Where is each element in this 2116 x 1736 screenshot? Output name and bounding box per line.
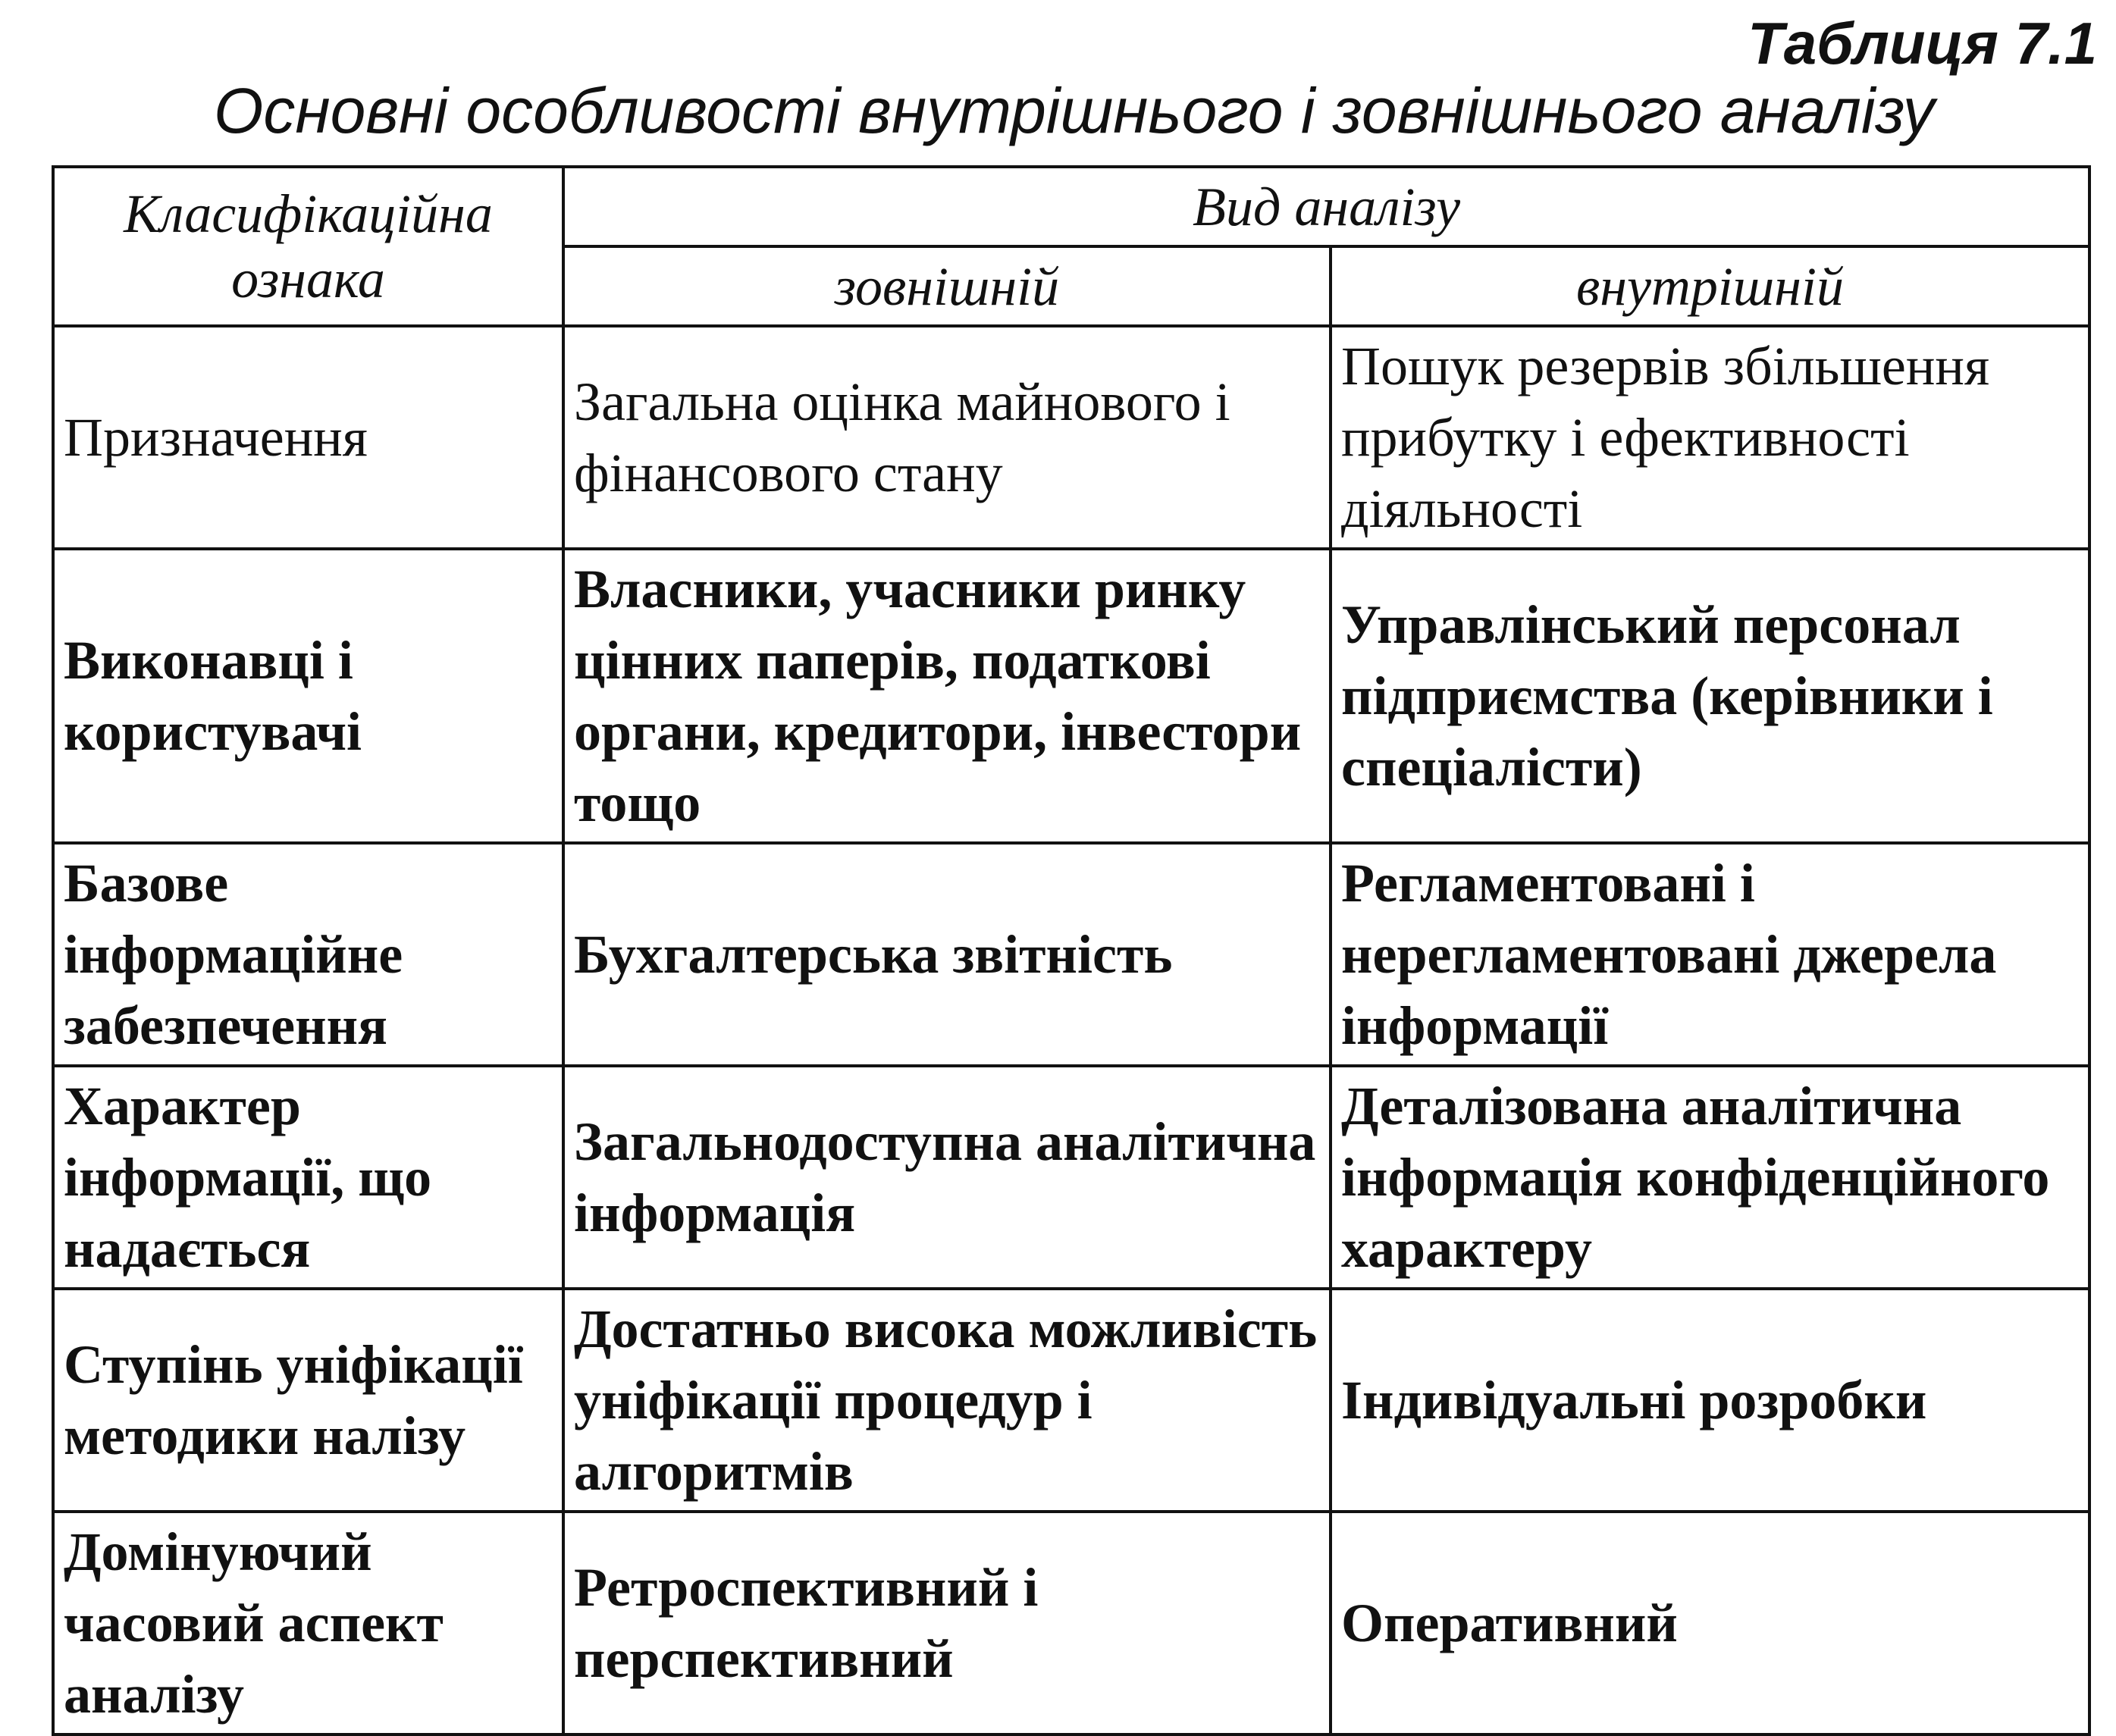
table-row — [53, 843, 2089, 1066]
internal-cell: Регламентовані і нерегламентовані джерела інформації — [1331, 843, 2089, 1066]
table-number: Таблиця 7.1 — [1748, 10, 2097, 77]
external-cell: Загальнодоступна аналітична інформація — [563, 1066, 1331, 1289]
internal-cell: Управлінський персонал підприємства (керівники і спеціалісти) — [1331, 549, 2089, 843]
feature-cell: Ступінь уніфікації методики налізу — [53, 1289, 563, 1512]
internal-cell: Індивідуальні розробки — [1331, 1289, 2089, 1512]
table-row — [53, 1066, 2089, 1289]
header-internal: внутрішній — [1331, 246, 2089, 326]
feature-cell: Характер інформації, що надається — [53, 1066, 563, 1289]
internal-cell: Деталізована аналітична інформація конфіденційного характеру — [1331, 1066, 2089, 1289]
external-cell: Ретроспективний і перспективний — [563, 1512, 1331, 1734]
analysis-comparison-table — [52, 165, 2091, 1736]
internal-cell: Оперативний — [1331, 1512, 2089, 1734]
external-cell: Власники, учасники ринку цінних паперів, податкові органи, кредитори, інвестори тощо — [563, 549, 1331, 843]
feature-cell: Домінуючий часовий аспект аналізу — [53, 1512, 563, 1734]
internal-cell: Пошук резервів збільшення прибутку і ефективності діяльності — [1331, 326, 2089, 549]
table-row — [53, 326, 2089, 549]
feature-cell: Базове інформаційне забезпечення — [53, 843, 563, 1066]
header-classification: Класифікаційна ознака — [53, 167, 563, 326]
external-cell: Бухгалтерська звітність — [563, 843, 1331, 1066]
external-cell: Загальна оцінка майнового і фінансового стану — [563, 326, 1331, 549]
header-analysis-type: Вид аналізу — [563, 167, 2089, 246]
table-row — [53, 549, 2089, 843]
header-row-top — [53, 167, 2089, 246]
feature-cell: Призначення — [53, 326, 563, 549]
header-external: зовнішній — [563, 246, 1331, 326]
table-title: Основні особливості внутрішнього і зовнішнього аналізу — [214, 75, 1935, 146]
external-cell: Достатньо висока можливість уніфікації процедур і алгоритмів — [563, 1289, 1331, 1512]
table-row — [53, 1512, 2089, 1734]
table-row — [53, 1289, 2089, 1512]
feature-cell: Виконавці і користувачі — [53, 549, 563, 843]
